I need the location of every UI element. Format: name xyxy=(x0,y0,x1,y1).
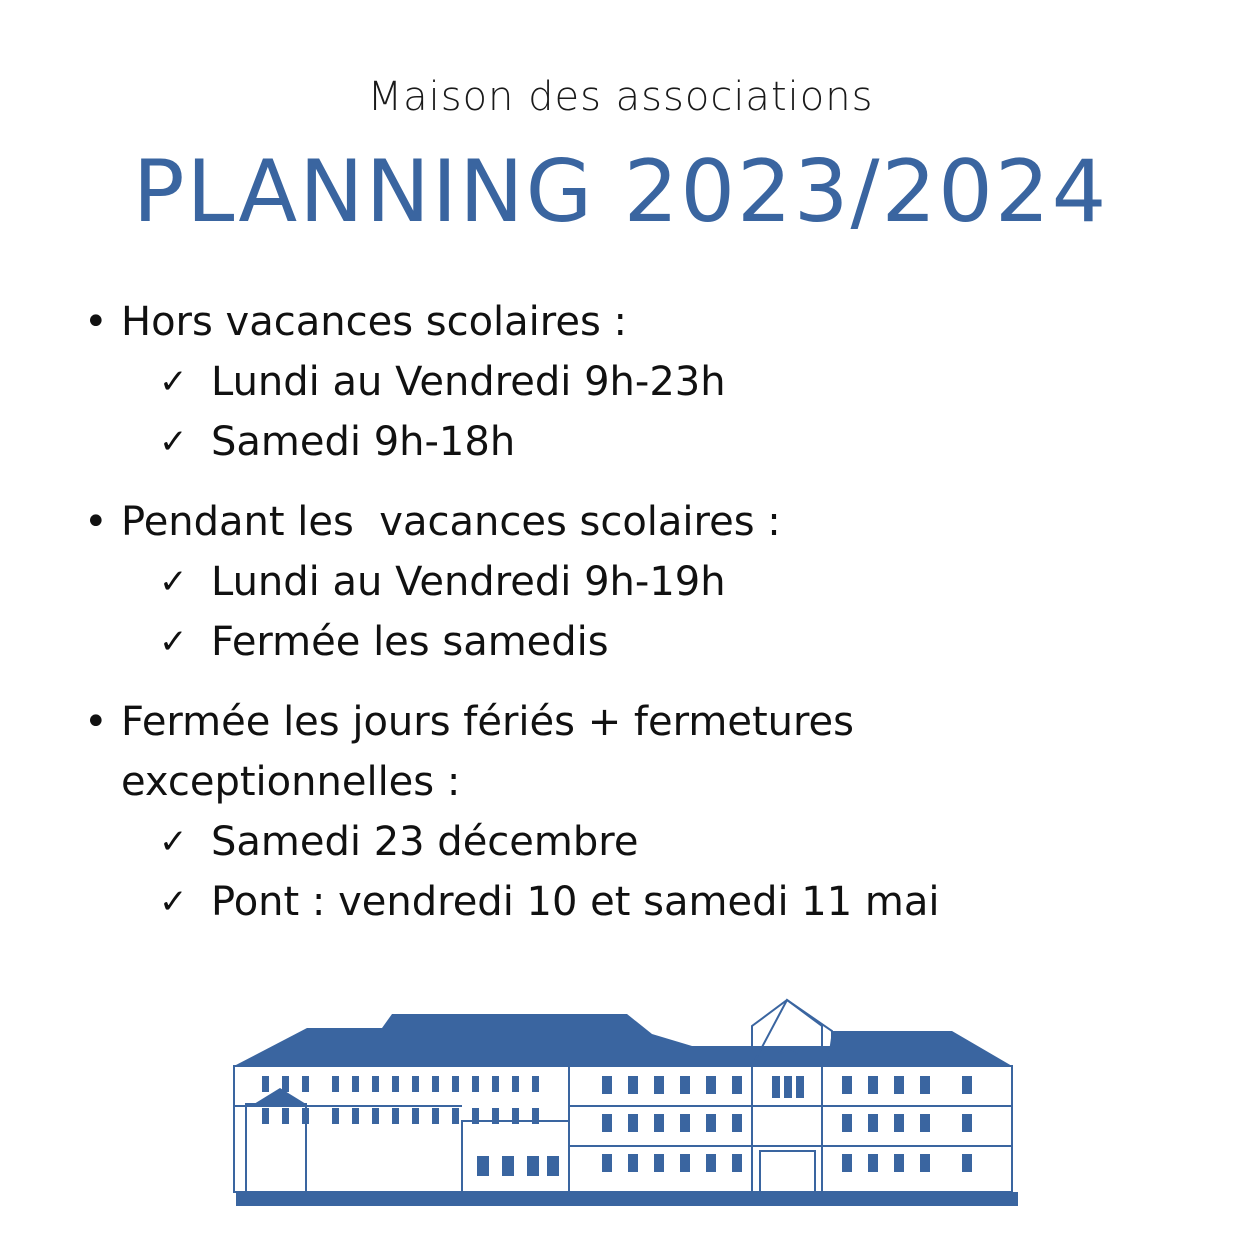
building-window xyxy=(492,1076,499,1092)
building-window xyxy=(472,1076,479,1092)
schedule-item: Lundi au Vendredi 9h-23h xyxy=(211,359,726,405)
building-window xyxy=(412,1076,419,1092)
building-window xyxy=(680,1076,690,1094)
building-window xyxy=(472,1108,479,1124)
section-school-holidays xyxy=(84,492,1184,672)
list-item xyxy=(159,872,1184,932)
building-window xyxy=(706,1114,716,1132)
building-window xyxy=(262,1076,269,1092)
building-window xyxy=(962,1114,972,1132)
building-window xyxy=(547,1156,559,1176)
section-closures xyxy=(84,692,1184,932)
list-item xyxy=(159,412,1184,472)
building-window xyxy=(654,1154,664,1172)
building-window xyxy=(372,1076,379,1092)
building-window xyxy=(894,1114,904,1132)
building-window xyxy=(654,1114,664,1132)
building-window xyxy=(352,1076,359,1092)
building-window xyxy=(512,1108,519,1124)
building-window xyxy=(868,1154,878,1172)
building-window xyxy=(532,1076,539,1092)
building-window xyxy=(842,1154,852,1172)
building-window xyxy=(527,1156,539,1176)
building-window xyxy=(502,1156,514,1176)
schedule-item: Pont : vendredi 10 et samedi 11 mai xyxy=(211,879,940,925)
building-window xyxy=(452,1076,459,1092)
building-window xyxy=(706,1076,716,1094)
building-window xyxy=(706,1154,716,1172)
page-subtitle: Maison des associations xyxy=(367,74,874,120)
bullet-icon: • xyxy=(84,499,108,545)
building-window xyxy=(282,1108,289,1124)
building-window xyxy=(732,1076,742,1094)
list-item xyxy=(159,612,1184,672)
building-window xyxy=(842,1076,852,1094)
building-window xyxy=(894,1076,904,1094)
building-window xyxy=(302,1108,309,1124)
building-window xyxy=(392,1108,399,1124)
building-window xyxy=(732,1154,742,1172)
building-window xyxy=(628,1154,638,1172)
check-icon: ✓ xyxy=(159,882,188,922)
list-item xyxy=(84,292,1184,352)
building-window xyxy=(452,1108,459,1124)
building-window xyxy=(680,1154,690,1172)
building-window xyxy=(432,1108,439,1124)
section-label: Pendant les vacances scolaires : xyxy=(121,499,781,545)
schedule-item: Samedi 9h-18h xyxy=(211,419,516,465)
building-window xyxy=(477,1156,489,1176)
bullet-icon: • xyxy=(84,699,108,745)
building-window xyxy=(920,1076,930,1094)
section-school-term xyxy=(84,292,1184,472)
building-window xyxy=(302,1076,309,1092)
building-window xyxy=(654,1076,664,1094)
building-window xyxy=(602,1076,612,1094)
building-window xyxy=(732,1114,742,1132)
building-window xyxy=(332,1108,339,1124)
building-illustration-icon xyxy=(232,996,1022,1208)
check-icon: ✓ xyxy=(159,562,188,602)
schedule-list xyxy=(84,292,1184,952)
building-window xyxy=(868,1114,878,1132)
building-window xyxy=(532,1108,539,1124)
building-window xyxy=(842,1114,852,1132)
building-window xyxy=(352,1108,359,1124)
building-window xyxy=(920,1154,930,1172)
building-window xyxy=(680,1114,690,1132)
building-window xyxy=(784,1076,792,1098)
building-window xyxy=(282,1076,289,1092)
building-window xyxy=(492,1108,499,1124)
check-icon: ✓ xyxy=(159,362,188,402)
building-window xyxy=(796,1076,804,1098)
building-window xyxy=(868,1076,878,1094)
building-window xyxy=(962,1076,972,1094)
check-icon: ✓ xyxy=(159,422,188,462)
building-window xyxy=(894,1154,904,1172)
building-window xyxy=(962,1154,972,1172)
building-window xyxy=(432,1076,439,1092)
list-item xyxy=(159,352,1184,412)
building-window xyxy=(512,1076,519,1092)
check-icon: ✓ xyxy=(159,822,188,862)
building-window xyxy=(628,1114,638,1132)
schedule-item: Samedi 23 décembre xyxy=(211,819,639,865)
schedule-item: Lundi au Vendredi 9h-19h xyxy=(211,559,726,605)
building-window xyxy=(372,1108,379,1124)
building-window xyxy=(392,1076,399,1092)
list-item xyxy=(84,692,1184,812)
page-title: PLANNING 2023/2024 xyxy=(132,142,1109,242)
list-item xyxy=(159,812,1184,872)
list-item xyxy=(159,552,1184,612)
building-window xyxy=(412,1108,419,1124)
building-window xyxy=(628,1076,638,1094)
section-label: Fermée les jours fériés + fermetures exceptionnelles : xyxy=(121,699,854,805)
building-window xyxy=(920,1114,930,1132)
bullet-icon: • xyxy=(84,299,108,345)
building-window xyxy=(262,1108,269,1124)
building-window xyxy=(602,1154,612,1172)
building-window xyxy=(332,1076,339,1092)
check-icon: ✓ xyxy=(159,622,188,662)
schedule-item: Fermée les samedis xyxy=(211,619,609,665)
building-window xyxy=(602,1114,612,1132)
list-item xyxy=(84,492,1184,552)
building-window xyxy=(772,1076,780,1098)
section-label: Hors vacances scolaires : xyxy=(121,299,627,345)
